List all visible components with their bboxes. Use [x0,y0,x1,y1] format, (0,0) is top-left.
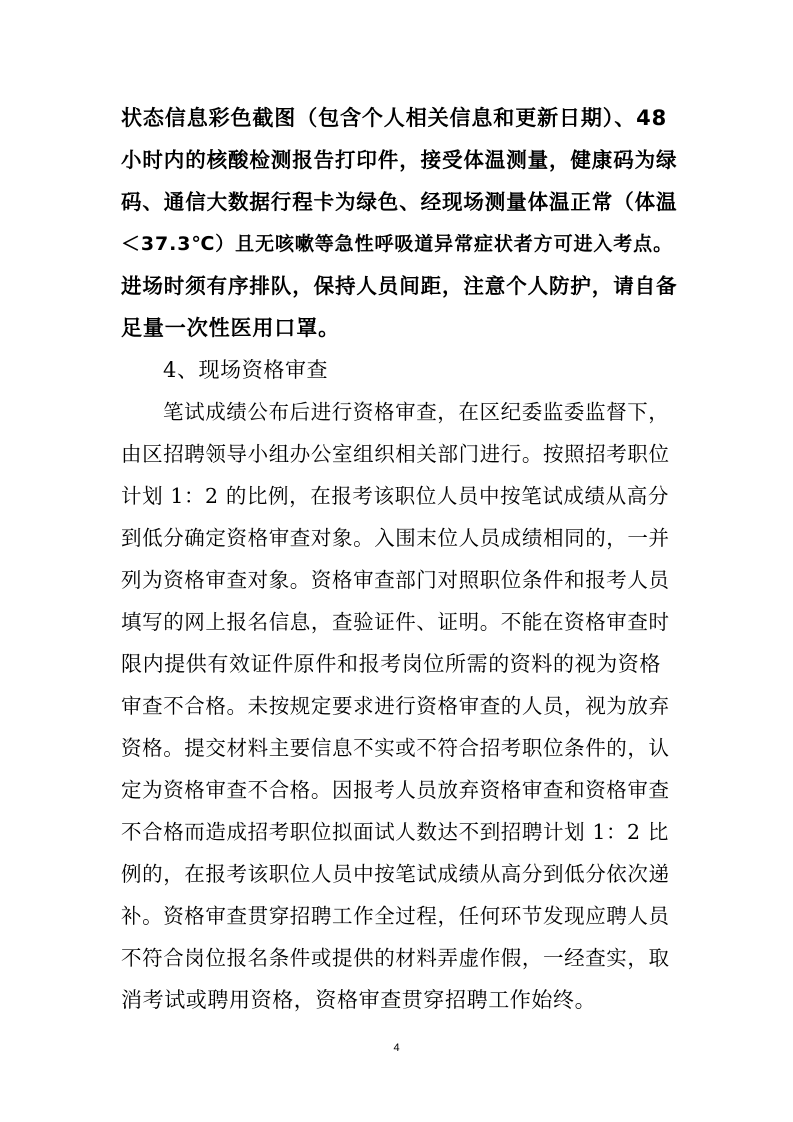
bold-text-line: 进场时须有序排队，保持人员间距，注意个人防护，请自备 [121,274,678,298]
paragraph-line: 列为资格审查对象。资格审查部门对照职位条件和报考人员 [121,568,670,592]
paragraph-line: 到低分确定资格审查对象。入围末位人员成绩相同的，一并 [121,526,670,550]
paragraph-line: 笔试成绩公布后进行资格审查，在区纪委监委监督下， [163,400,670,424]
paragraph-line: 审查不合格。未按规定要求进行资格审查的人员，视为放弃 [121,694,670,718]
bold-text-line: 足量一次性医用口罩。 [121,316,340,340]
bold-text-line: 小时内的核酸检测报告打印件，接受体温测量，健康码为绿 [121,148,678,172]
bold-text-line: 码、通信大数据行程卡为绿色、经现场测量体温正常（体温 [121,190,678,214]
bold-text-line: 状态信息彩色截图（包含个人相关信息和更新日期）、48 [121,106,668,130]
paragraph-line: 定为资格审查不合格。因报考人员放弃资格审查和资格审查 [121,778,670,802]
paragraph-line: 填写的网上报名信息，查验证件、证明。不能在资格审查时 [121,610,670,634]
paragraph-line: 消考试或聘用资格，资格审查贯穿招聘工作始终。 [121,988,597,1012]
paragraph-line: 补。资格审查贯穿招聘工作全过程，任何环节发现应聘人员 [121,904,670,928]
paragraph-line: 资格。提交材料主要信息不实或不符合招考职位条件的，认 [121,736,670,760]
section-heading: 4、现场资格审查 [163,358,329,382]
page-number: 4 [393,1042,400,1054]
paragraph-line: 由区招聘领导小组办公室组织相关部门进行。按照招考职位 [121,442,670,466]
paragraph-line: 计划 1：2 的比例，在报考该职位人员中按笔试成绩从高分 [121,484,669,508]
paragraph-line: 例的，在报考该职位人员中按笔试成绩从高分到低分依次递 [121,862,670,886]
paragraph-line: 限内提供有效证件原件和报考岗位所需的资料的视为资格 [121,652,661,676]
paragraph-line: 不合格而造成招考职位拟面试人数达不到招聘计划 1：2 比 [121,820,669,844]
bold-text-line: ＜37.3℃）且无咳嗽等急性呼吸道异常症状者方可进入考点。 [121,233,673,255]
paragraph-line: 不符合岗位报名条件或提供的材料弄虚作假，一经查实，取 [121,946,670,970]
